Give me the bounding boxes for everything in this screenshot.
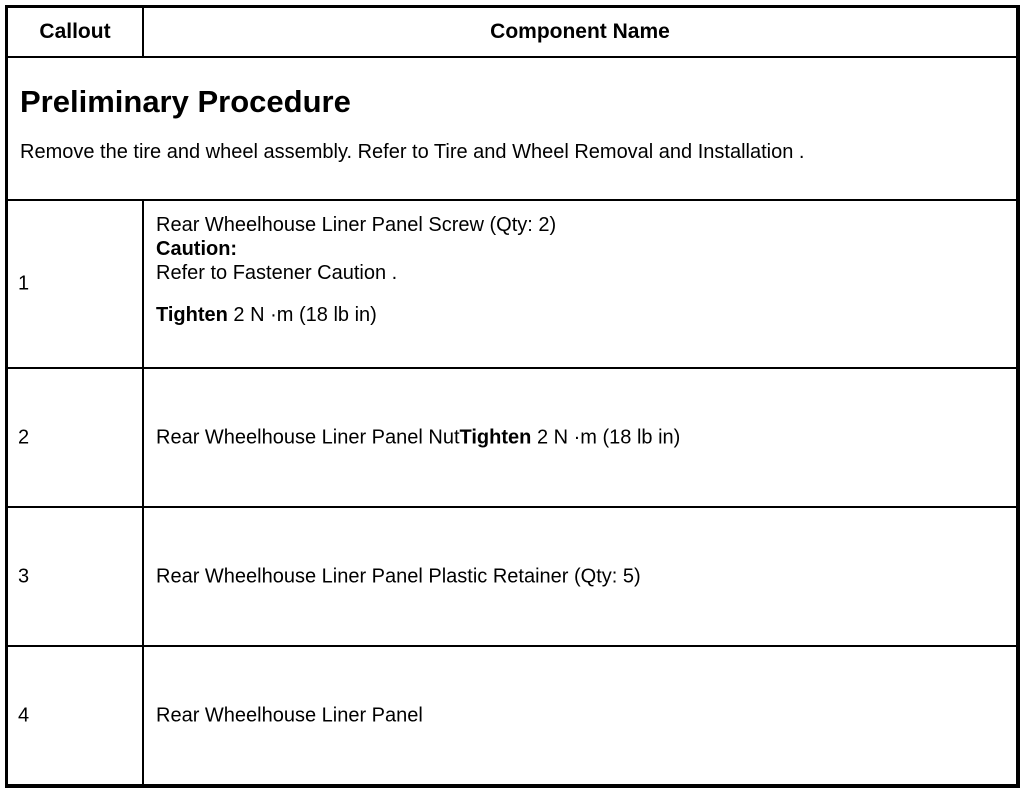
component-name: Rear Wheelhouse Liner Panel: [156, 704, 423, 726]
component-name-cell: [144, 369, 1016, 506]
component-name: Rear Wheelhouse Liner Panel Screw (Qty: 2): [156, 214, 557, 236]
callout-number: 3: [18, 565, 30, 587]
torque-value: 2 N ·m (18 lb in): [233, 304, 377, 326]
table-row: [8, 201, 1016, 369]
table-row: [8, 508, 1016, 647]
component-table: [5, 5, 1020, 788]
component-name: Rear Wheelhouse Liner Panel Nut: [156, 426, 460, 448]
callout-number: 1: [18, 272, 30, 295]
preliminary-procedure-text: Remove the tire and wheel assembly. Refer to Tire and Wheel Removal and Installation .: [20, 141, 805, 163]
table-row: [8, 647, 1016, 784]
callout-cell: [8, 201, 144, 367]
table-header-row: [8, 8, 1016, 58]
callout-number: 2: [18, 426, 30, 448]
caution-text: Refer to Fastener Caution .: [156, 262, 398, 284]
torque-spec: [156, 303, 556, 327]
callout-cell: [8, 369, 144, 506]
torque-value: 2 N ·m (18 lb in): [536, 426, 681, 448]
component-details: [156, 213, 556, 327]
component-name-cell: [144, 647, 1016, 784]
table-row: [8, 369, 1016, 508]
callout-number: 4: [18, 704, 30, 726]
header-callout: Callout: [8, 8, 144, 56]
tighten-label: Tighten: [459, 426, 532, 448]
component-name-cell: [144, 201, 1016, 367]
callout-cell: [8, 508, 144, 645]
callout-cell: [8, 647, 144, 784]
preliminary-procedure-row: [8, 58, 1016, 201]
component-name-cell: [144, 508, 1016, 645]
caution-label: Caution:: [156, 238, 238, 260]
tighten-label: Tighten: [156, 304, 228, 326]
component-name: Rear Wheelhouse Liner Panel Plastic Retainer (Qty: 5): [156, 565, 641, 587]
component-details: [156, 426, 680, 449]
preliminary-procedure-title: Preliminary Procedure: [20, 84, 351, 119]
header-component-name: Component Name: [490, 20, 670, 43]
